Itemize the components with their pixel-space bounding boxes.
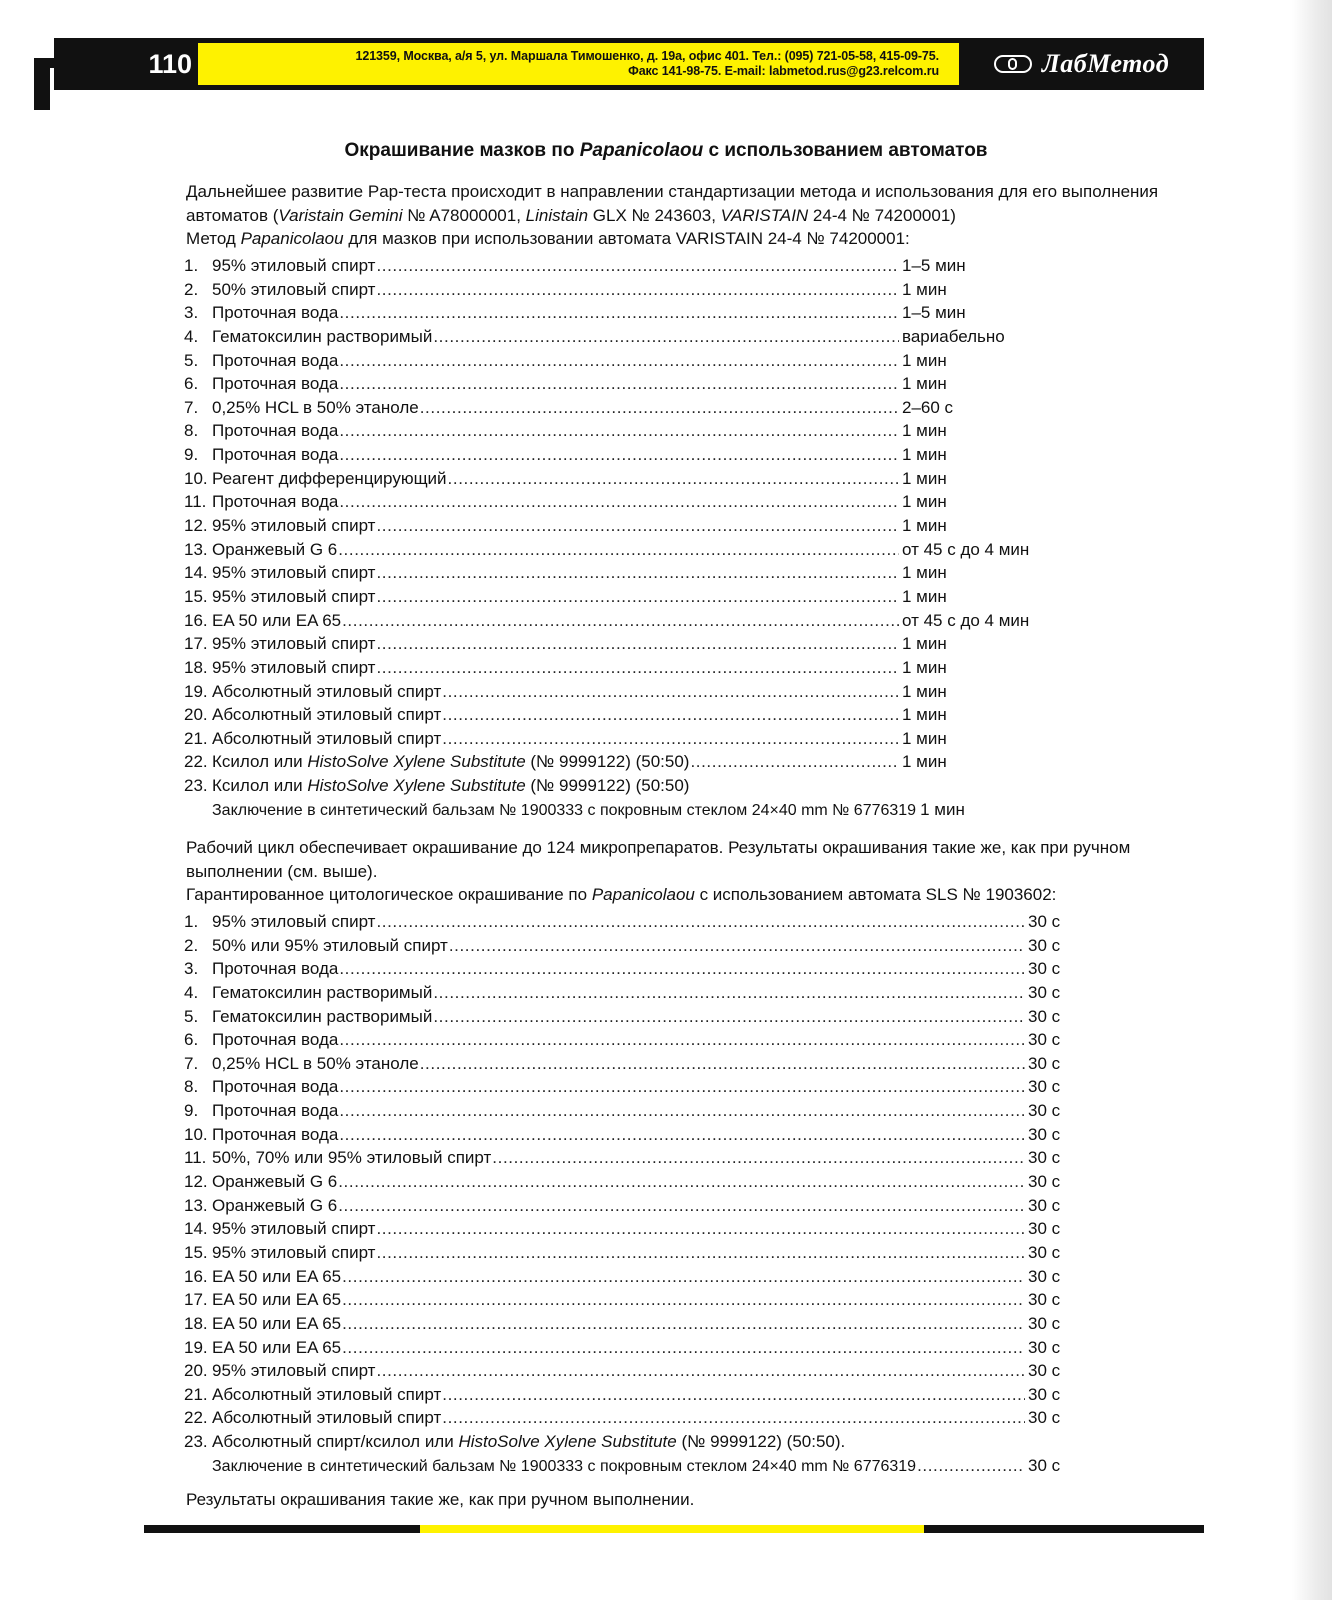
- item-label: 95% этиловый спирт: [212, 563, 376, 583]
- item-duration: 1 мин: [902, 681, 947, 701]
- item-label: 0,25% HCL в 50% этаноле: [212, 1053, 419, 1073]
- item-number: 8.: [184, 421, 199, 441]
- list-item: [184, 1288, 1064, 1312]
- sls-protocol-list: [184, 910, 1064, 1477]
- item-duration: 1–5 мин: [902, 303, 966, 323]
- page-edge-shadow: [1292, 0, 1332, 1600]
- leader-dots: [690, 750, 899, 774]
- item-label: 50% этиловый спирт: [212, 279, 376, 299]
- item-label-italic: HistoSolve Xylene Substitute: [458, 1432, 677, 1452]
- item-label: 95% этиловый спирт: [212, 1242, 376, 1262]
- title-italic: Papanicolaou: [579, 140, 704, 161]
- item-number: 2.: [184, 935, 199, 955]
- item-duration: 30 с: [1028, 912, 1061, 931]
- list-item: [184, 278, 1052, 302]
- leader-dots: [339, 443, 899, 467]
- item-number: 11.: [184, 1148, 207, 1168]
- item-duration: 30 с: [1028, 959, 1061, 979]
- leader-dots: [376, 585, 899, 609]
- item-label: 95% этиловый спирт: [212, 256, 376, 275]
- item-duration: 1 мин: [902, 421, 947, 441]
- list-item: [184, 1099, 1064, 1123]
- leader-dots: [376, 514, 899, 538]
- item-label: Оранжевый G 6: [212, 539, 338, 559]
- page-number: 110: [54, 43, 198, 85]
- item-duration: 30 с: [1028, 1361, 1061, 1381]
- leader-dots: [339, 301, 899, 325]
- item-label: [212, 750, 689, 774]
- item-number: 21.: [184, 728, 208, 748]
- leader-dots: [449, 934, 1025, 958]
- footer-rule-yellow: [420, 1525, 924, 1533]
- item-label-part: (№ 9999122) (50:50).: [676, 1432, 846, 1452]
- item-label: Проточная вода: [212, 1030, 339, 1050]
- item-label: Гематоксилин растворимый: [212, 982, 433, 1002]
- item-label: 95% этиловый спирт: [212, 1361, 376, 1381]
- mounting-step: [184, 1454, 1064, 1478]
- leader-dots: [342, 1312, 1025, 1336]
- leader-dots: [420, 396, 899, 420]
- mounting-step: [184, 798, 1052, 822]
- item-label: Абсолютный этиловый спирт: [212, 728, 442, 748]
- item-duration: 1 мин: [902, 586, 947, 606]
- item-duration: 30 с: [1028, 1053, 1061, 1073]
- item-number: 16.: [184, 610, 208, 630]
- item-number: 6.: [184, 1030, 199, 1050]
- item-number: 18.: [184, 1313, 208, 1333]
- leader-dots: [338, 1170, 1025, 1194]
- list-item: [184, 1217, 1064, 1241]
- item-label: Проточная вода: [212, 445, 339, 465]
- list-item: [184, 538, 1052, 562]
- item-label: 95% этиловый спирт: [212, 516, 376, 536]
- footer-rule-black-right: [924, 1525, 1204, 1533]
- leader-dots: [433, 325, 899, 349]
- item-duration: 1 мин: [902, 350, 947, 370]
- leader-dots: [376, 656, 899, 680]
- item-label: 95% этиловый спирт: [212, 657, 376, 677]
- item-number: 22.: [184, 1408, 208, 1428]
- item-number: 5.: [184, 350, 199, 370]
- leader-dots: [917, 1454, 1025, 1478]
- item-label: EA 50 или EA 65: [212, 1290, 342, 1310]
- item-number: 13.: [184, 1195, 208, 1215]
- list-item: [184, 325, 1052, 349]
- item-label: Проточная вода: [212, 492, 339, 512]
- item-label: [212, 774, 689, 798]
- list-item: [184, 490, 1052, 514]
- list-item: [184, 1383, 1064, 1407]
- item-label: 95% этиловый спирт: [212, 634, 376, 654]
- leader-dots: [442, 680, 899, 704]
- item-label-part: Абсолютный спирт/ксилол или: [212, 1432, 459, 1452]
- item-duration: 30 с: [1028, 1077, 1061, 1097]
- leader-dots: [339, 957, 1025, 981]
- item-duration: 30 с: [1028, 1030, 1061, 1050]
- list-item: [184, 1406, 1064, 1430]
- leader-dots: [342, 1288, 1025, 1312]
- middle-paragraph: [144, 836, 1204, 907]
- list-item: [184, 1052, 1064, 1076]
- item-number: 13.: [184, 539, 208, 559]
- item-duration: 1 мин: [902, 516, 947, 536]
- item-duration: 1 мин: [902, 752, 947, 772]
- item-duration: 1 мин: [902, 279, 947, 299]
- leader-dots: [442, 727, 899, 751]
- varistain-protocol-list: [184, 254, 1052, 821]
- item-number: 14.: [184, 1219, 208, 1239]
- item-label: Абсолютный этиловый спирт: [212, 705, 442, 725]
- item-duration: 30 с: [1028, 935, 1061, 955]
- leader-dots: [339, 349, 899, 373]
- item-label: 95% этиловый спирт: [212, 586, 376, 606]
- leader-dots: [339, 1075, 1025, 1099]
- item-number: 19.: [184, 1337, 208, 1357]
- list-item: [184, 680, 1052, 704]
- item-duration: вариабельно: [902, 326, 1005, 346]
- closing-text: Результаты окрашивания такие же, как при ручном выполнении.: [186, 1490, 695, 1509]
- leader-dots: [342, 609, 899, 633]
- mounting-label: Заключение в синтетический бальзам № 1900333 с покровным стеклом 24×40 mm № 6776319: [212, 1457, 917, 1475]
- item-label: Абсолютный этиловый спирт: [212, 681, 442, 701]
- item-duration: 1 мин: [902, 657, 947, 677]
- leader-dots: [339, 372, 899, 396]
- item-number: 4.: [184, 982, 199, 1002]
- leader-dots: [376, 910, 1025, 934]
- item-label: Абсолютный этиловый спирт: [212, 1384, 442, 1404]
- leader-dots: [338, 1194, 1025, 1218]
- leader-dots: [433, 1005, 1025, 1029]
- item-number: 7.: [184, 1053, 199, 1073]
- item-number: 6.: [184, 374, 199, 394]
- item-number: 17.: [184, 1290, 208, 1310]
- intro-p2: Метод Papanicolaou для мазков при использовании автомата VARISTAIN 24-4 № 74200001:: [186, 229, 910, 248]
- leader-dots: [376, 632, 899, 656]
- list-item: [184, 750, 1052, 774]
- item-label: Реагент дифференцирующий: [212, 468, 447, 488]
- item-label: Проточная вода: [212, 350, 339, 370]
- list-item: [184, 467, 1052, 491]
- intro-p1: Дальнейшее развитие Pap-теста происходит в направлении стандартизации метода и использования для его выполнения автоматов (Varistain Gemini № A78000001, Linistain GLX № 243603, VARISTAIN 24-4 № 74200001): [186, 182, 1159, 225]
- list-item: [184, 1194, 1064, 1218]
- list-item: [184, 443, 1052, 467]
- item-duration: 30 с: [1028, 1408, 1061, 1428]
- item-label-italic: HistoSolve Xylene Substitute: [307, 752, 526, 772]
- item-number: 10.: [184, 468, 208, 488]
- item-duration: 30 с: [1028, 1455, 1061, 1475]
- item-number: 14.: [184, 563, 208, 583]
- list-item: [184, 632, 1052, 656]
- item-number: 3.: [184, 303, 199, 323]
- item-duration: от 45 с до 4 мин: [902, 610, 1030, 630]
- list-item: [184, 1359, 1064, 1383]
- list-item: [184, 419, 1052, 443]
- item-label: EA 50 или EA 65: [212, 1337, 342, 1357]
- item-number: 16.: [184, 1266, 208, 1286]
- item-label: Проточная вода: [212, 959, 339, 979]
- leader-dots: [339, 490, 899, 514]
- list-item: [184, 1241, 1064, 1265]
- item-duration: 30 с: [1028, 1219, 1061, 1239]
- list-item: [184, 1123, 1064, 1147]
- item-duration: 30 с: [1028, 1242, 1061, 1262]
- list-item: [184, 254, 1052, 278]
- list-item: [184, 981, 1064, 1005]
- item-number: 9.: [184, 445, 199, 465]
- item-duration: 30 с: [1028, 1006, 1061, 1026]
- item-label: 95% этиловый спирт: [212, 1219, 376, 1239]
- list-item: [184, 774, 1052, 798]
- list-item: [184, 656, 1052, 680]
- item-duration: 2–60 с: [902, 397, 954, 417]
- list-item: [184, 1005, 1064, 1029]
- list-item: [184, 1146, 1064, 1170]
- item-number: 9.: [184, 1101, 199, 1121]
- item-label: Оранжевый G 6: [212, 1172, 338, 1192]
- leader-dots: [448, 467, 899, 491]
- item-label: 50% или 95% этиловый спирт: [212, 935, 448, 955]
- item-duration: 30 с: [1028, 1384, 1061, 1404]
- item-number: 5.: [184, 1006, 199, 1026]
- item-duration: 1–5 мин: [902, 256, 966, 275]
- leader-dots: [420, 1052, 1025, 1076]
- item-duration: 30 с: [1028, 1266, 1061, 1286]
- page-header: [54, 38, 1204, 90]
- item-label-part: Ксилол или: [212, 752, 308, 772]
- item-number: 8.: [184, 1077, 199, 1097]
- closing-paragraph: [144, 1488, 1204, 1512]
- leader-dots: [342, 1265, 1025, 1289]
- item-label: Проточная вода: [212, 1077, 339, 1097]
- item-number: 22.: [184, 752, 208, 772]
- item-duration: 30 с: [1028, 1290, 1061, 1310]
- item-duration: 30 с: [1028, 1195, 1061, 1215]
- address-line-1: 121359, Москва, а/я 5, ул. Маршала Тимошенко, д. 19а, офис 401. Тел.: (095) 721-05-58, 415-09-75.: [355, 49, 939, 63]
- list-item: [184, 1170, 1064, 1194]
- item-label: Проточная вода: [212, 1124, 339, 1144]
- item-duration: 1 мин: [902, 634, 947, 654]
- list-item: [184, 1265, 1064, 1289]
- item-duration: 1 мин: [902, 563, 947, 583]
- labmetod-logo-icon: [994, 55, 1032, 73]
- list-item: [184, 396, 1052, 420]
- list-item: [184, 609, 1052, 633]
- item-label: 95% этиловый спирт: [212, 912, 376, 931]
- leader-dots: [376, 1241, 1025, 1265]
- item-number: 15.: [184, 1242, 208, 1262]
- list-item: [184, 1430, 1064, 1454]
- item-label: EA 50 или EA 65: [212, 1266, 342, 1286]
- middle-p1: Рабочий цикл обеспечивает окрашивание до 124 микропрепаратов. Результаты окрашивания такие же, как при ручном выполнении (см. выше).: [186, 838, 1131, 881]
- item-number: 7.: [184, 397, 199, 417]
- item-duration: 30 с: [1028, 1101, 1061, 1121]
- list-item: [184, 910, 1064, 934]
- item-number: 4.: [184, 326, 199, 346]
- leader-dots: [338, 538, 899, 562]
- item-duration: 30 с: [1028, 1313, 1061, 1333]
- footer-rule-black-left: [144, 1525, 420, 1533]
- item-label: EA 50 или EA 65: [212, 1313, 342, 1333]
- item-duration: 1 мин: [902, 445, 947, 465]
- item-duration: 1 мин: [902, 728, 947, 748]
- leader-dots: [376, 1359, 1025, 1383]
- list-item: [184, 514, 1052, 538]
- leader-dots: [339, 1099, 1025, 1123]
- item-number: 12.: [184, 516, 208, 536]
- item-label: Гематоксилин растворимый: [212, 326, 433, 346]
- item-duration: 1 мин: [902, 705, 947, 725]
- item-number: 20.: [184, 1361, 208, 1381]
- section-title: [0, 140, 1332, 162]
- item-label: EA 50 или EA 65: [212, 610, 342, 630]
- list-item: [184, 561, 1052, 585]
- brand-name: ЛабМетод: [1041, 49, 1170, 78]
- leader-dots: [339, 1028, 1025, 1052]
- item-duration: 30 с: [1028, 1124, 1061, 1144]
- item-duration: 1 мин: [902, 492, 947, 512]
- leader-dots: [442, 1383, 1025, 1407]
- list-item: [184, 349, 1052, 373]
- leader-dots: [339, 419, 899, 443]
- list-item: [184, 703, 1052, 727]
- item-duration: 1 мин: [902, 374, 947, 394]
- title-text-end: с использованием автоматов: [703, 140, 988, 161]
- item-number: 1.: [184, 912, 199, 931]
- footer-rule: [144, 1525, 1204, 1533]
- item-duration: 30 с: [1028, 982, 1061, 1002]
- list-item: [184, 372, 1052, 396]
- item-duration: 30 с: [1028, 1337, 1061, 1357]
- item-label: Проточная вода: [212, 303, 339, 323]
- leader-dots: [492, 1146, 1025, 1170]
- leader-dots: [442, 1406, 1025, 1430]
- list-item: [184, 1312, 1064, 1336]
- item-number: 23.: [184, 776, 208, 796]
- item-number: 18.: [184, 657, 208, 677]
- list-item: [184, 1336, 1064, 1360]
- item-number: 2.: [184, 279, 199, 299]
- item-label: Оранжевый G 6: [212, 1195, 338, 1215]
- item-number: 1.: [184, 256, 199, 275]
- list-item: [184, 934, 1064, 958]
- contact-info: [198, 43, 959, 85]
- leader-dots: [376, 561, 899, 585]
- item-label: Проточная вода: [212, 1101, 339, 1121]
- leader-dots: [376, 254, 899, 278]
- list-item: [184, 727, 1052, 751]
- item-duration: 30 с: [1028, 1148, 1061, 1168]
- item-duration: 1 мин: [920, 799, 965, 819]
- leader-dots: [376, 1217, 1025, 1241]
- item-number: 10.: [184, 1124, 208, 1144]
- item-label-italic: HistoSolve Xylene Substitute: [307, 776, 526, 796]
- leader-dots: [339, 1123, 1025, 1147]
- item-duration: 30 с: [1028, 1172, 1061, 1192]
- list-item: [184, 301, 1052, 325]
- item-label-part: Ксилол или: [212, 776, 308, 796]
- item-number: 11.: [184, 492, 207, 512]
- item-number: 17.: [184, 634, 208, 654]
- item-label: Проточная вода: [212, 421, 339, 441]
- list-item: [184, 1075, 1064, 1099]
- item-number: 23.: [184, 1432, 208, 1452]
- item-label-part: (№ 9999122) (50:50): [525, 752, 690, 772]
- list-item: [184, 957, 1064, 981]
- address-line-2: Факс 141-98-75. E-mail: labmetod.rus@g23.relcom.ru: [628, 64, 939, 78]
- item-label: 50%, 70% или 95% этиловый спирт: [212, 1148, 492, 1168]
- mounting-label: Заключение в синтетический бальзам № 1900333 с покровным стеклом 24×40 mm № 6776319: [212, 801, 917, 819]
- item-label: 0,25% HCL в 50% этаноле: [212, 397, 419, 417]
- item-number: 3.: [184, 959, 199, 979]
- leader-dots: [376, 278, 899, 302]
- middle-p2: Гарантированное цитологическое окрашивание по Papanicolaou с использованием автомата SLS № 1903602:: [186, 885, 1057, 904]
- item-number: 15.: [184, 586, 208, 606]
- item-number: 12.: [184, 1172, 208, 1192]
- item-label: Гематоксилин растворимый: [212, 1006, 433, 1026]
- leader-dots: [433, 981, 1025, 1005]
- brand-block: [959, 43, 1204, 85]
- item-number: 19.: [184, 681, 208, 701]
- leader-dots: [342, 1336, 1025, 1360]
- intro-paragraph: [144, 180, 1204, 251]
- item-duration: 1 мин: [902, 468, 947, 488]
- item-number: 20.: [184, 705, 208, 725]
- list-item: [184, 1028, 1064, 1052]
- leader-dots: [442, 703, 899, 727]
- item-label: Проточная вода: [212, 374, 339, 394]
- title-text: Окрашивание мазков по: [344, 140, 580, 161]
- item-duration: от 45 с до 4 мин: [902, 539, 1030, 559]
- item-label-part: (№ 9999122) (50:50): [525, 776, 690, 796]
- list-item: [184, 585, 1052, 609]
- item-label: Абсолютный этиловый спирт: [212, 1408, 442, 1428]
- item-label: [212, 1430, 845, 1454]
- item-number: 21.: [184, 1384, 208, 1404]
